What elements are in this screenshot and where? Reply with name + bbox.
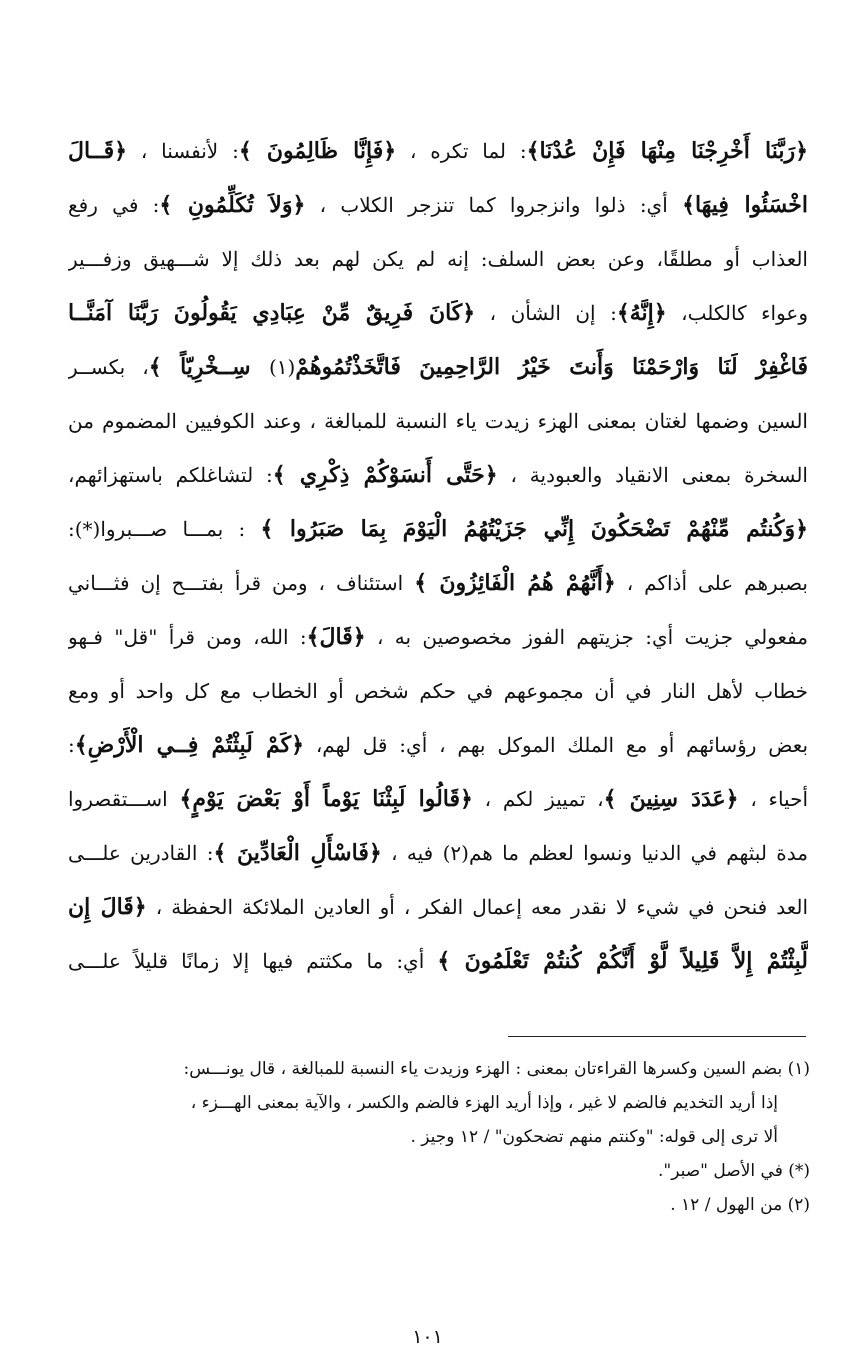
commentary-text: مدة لبثهم في الدنيا ونسوا لعظم ما هم xyxy=(468,841,808,865)
quran-verse: ﴿رَبَّنَا أَخْرِجْنَا مِنْهَا فَإِنْ عُدْنَا﴾ xyxy=(526,138,808,164)
text-line xyxy=(68,772,808,826)
commentary-text: : إن الشأن ، xyxy=(475,301,617,325)
commentary-text: أحياء ، xyxy=(738,787,808,811)
quran-verse: ﴿وَكُنتُم مِّنْهُمْ تَضْحَكُونَ إِنِّي جَزَيْتُهُمُ الْيَوْمَ بِمَا صَبَرُوا ﴾ xyxy=(260,516,808,542)
text-line xyxy=(68,502,808,556)
quran-verse: ﴿فَاسْأَلِ الْعَادِّينَ ﴾ xyxy=(213,840,382,866)
commentary-text: ، تمييز لكم ، xyxy=(472,787,604,811)
commentary-text: العذاب أو مطلقًا، وعن بعض السلف: إنه لم يكن لهم بعد ذلك إلا شـــهيق وزفـــير xyxy=(68,247,808,271)
commentary-text: اســـتقصروا xyxy=(68,787,180,811)
commentary-text: خطاب لأهل النار في أن مجموعهم في حكم شخص أو الخطاب مع كل واحد أو ومع xyxy=(68,679,808,703)
commentary-text: : لما تكره ، xyxy=(396,139,527,163)
commentary-text: السين وضمها لغتان بمعنى الهزء زيدت ياء النسبة للمبالغة ، وعند الكوفيين المضموم من xyxy=(68,409,808,433)
text-line xyxy=(68,178,808,232)
quran-verse: ﴿إِنَّهُ﴾ xyxy=(616,300,667,326)
quran-verse: ﴿قَــالَ xyxy=(68,138,127,164)
quran-verse: ﴿فَإِنَّا ظَالِمُونَ ﴾ xyxy=(238,138,397,164)
commentary-text: : لأنفسنا ، xyxy=(127,139,239,163)
commentary-text: : الله، ومن قرأ "قل" فـهو xyxy=(68,625,307,649)
text-line xyxy=(68,556,808,610)
text-line xyxy=(68,232,808,286)
footnote: إذا أريد التخديم فالضم لا غير ، وإذا أريد الهزء فالضم والكسر ، والآية بمعنى الهـــزء ، xyxy=(190,1093,778,1113)
quran-verse: ﴿قَالَ إِن xyxy=(68,894,147,920)
quran-verse: ﴿قَالُوا لَبِثْنَا يَوْماً أَوْ بَعْضَ يَوْمٍ﴾ xyxy=(179,786,473,812)
text-line xyxy=(68,718,808,772)
quran-verse: ﴿كَمْ لَبِثْتُمْ فِــي الْأَرْضِ﴾ xyxy=(74,732,304,758)
quran-verse: ﴿وَلاَ تُكَلِّمُونِ ﴾ xyxy=(159,192,306,218)
commentary-text: : لتشاغلكم باستهزائهم، xyxy=(68,463,273,487)
commentary-text: ، بكســر xyxy=(68,355,149,379)
commentary-text: أي: ما مكثتم فيها إلا زمانًا قليلاً علـــى xyxy=(68,949,438,973)
text-line xyxy=(68,448,808,502)
text-line xyxy=(68,124,808,178)
commentary-text: استئناف ، ومن قرأ بفتـــح إن فثـــاني xyxy=(68,571,415,595)
quran-verse: لَّبِثْتُمْ إِلاَّ قَلِيلاً لَّوْ أَنَّكُمْ كُنتُمْ تَعْلَمُونَ ﴾ xyxy=(437,948,808,974)
commentary-text: أي: ذلوا وانزجروا كما تنزجر الكلاب ، xyxy=(305,193,683,217)
commentary-text: (١) xyxy=(268,355,296,379)
text-line xyxy=(68,934,808,988)
commentary-text: : xyxy=(68,733,75,757)
commentary-text: بعض رؤسائهم أو مع الملك الموكل بهم ، أي: قل لهم، xyxy=(303,733,808,757)
footnote: ألا ترى إلى قوله: "وكنتم منهم تضحكون" / ١٢ وجيز . xyxy=(410,1127,778,1147)
footnote-separator xyxy=(508,1036,806,1037)
commentary-text: وعواء كالكلب، xyxy=(666,301,808,325)
commentary-text: (٢) xyxy=(442,841,469,865)
quran-verse: فَاغْفِرْ لَنَا وَارْحَمْنَا وَأَنتَ خَيْرُ الرَّاحِمِينَ فَاتَّخَذْتُمُوهُمْ xyxy=(295,354,808,380)
commentary-text: : بمـــا صـــبروا(*): xyxy=(68,517,261,541)
commentary-text: : القادرين علـــى xyxy=(68,841,214,865)
footnote: (*) في الأصل "صبر". xyxy=(658,1161,810,1181)
quran-verse: ﴿كَانَ فَرِيقٌ مِّنْ عِبَادِي يَقُولُونَ رَبَّنَا آمَنَّــا xyxy=(68,300,476,326)
commentary-text: : في رفع xyxy=(68,193,160,217)
footnotes-block xyxy=(60,1052,810,1222)
quran-verse: ﴿قَالَ﴾ xyxy=(306,624,366,650)
quran-verse: اخْسَئُوا فِيهَا﴾ xyxy=(682,192,808,218)
commentary-text: بصبرهم على أذاكم ، xyxy=(615,571,808,595)
commentary-text: العد فنحن في شيء لا نقدر معه إعمال الفكر ، أو العادين الملائكة الحفظة ، xyxy=(146,895,808,919)
page-number: ١٠١ xyxy=(412,1326,443,1348)
commentary-text: فيه ، xyxy=(381,841,443,865)
commentary-text: السخرة بمعنى الانقياد والعبودية ، xyxy=(497,463,808,487)
text-line xyxy=(68,826,808,880)
text-line xyxy=(68,286,808,340)
main-text-block xyxy=(68,124,808,988)
quran-verse: ﴿أَنَّهُمْ هُمُ الْفَائِزُونَ ﴾ xyxy=(414,570,616,596)
text-line xyxy=(68,340,808,394)
footnote: (٢) من الهول / ١٢ . xyxy=(670,1195,810,1215)
text-line xyxy=(68,610,808,664)
text-line xyxy=(68,664,808,718)
quran-verse: ﴿حَتَّى أَنسَوْكُمْ ذِكْرِي ﴾ xyxy=(272,462,498,488)
quran-verse: سِــخْرِيّاً ﴾ xyxy=(148,354,269,380)
text-line xyxy=(68,880,808,934)
footnote: (١) بضم السين وكسرها القراءتان بمعنى : الهزء وزيدت ياء النسبة للمبالغة ، قال يونـــس: xyxy=(183,1059,810,1079)
quran-verse: ﴿عَدَدَ سِنِينَ ﴾ xyxy=(603,786,739,812)
text-line xyxy=(68,394,808,448)
commentary-text: مفعولي جزيت أي: جزيتهم الفوز مخصوصين به ، xyxy=(365,625,808,649)
